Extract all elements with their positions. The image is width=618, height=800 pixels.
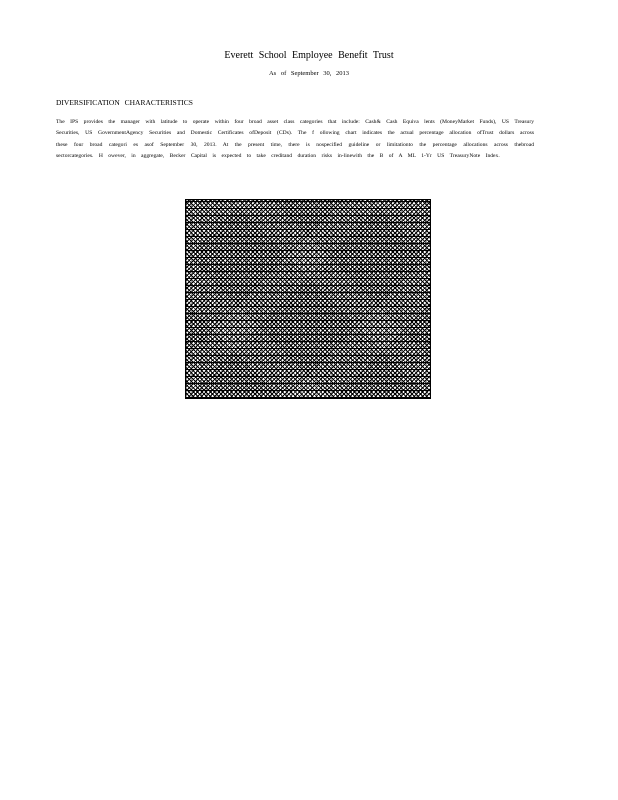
body-paragraph: The IPS provides the manager with latitude to operate within four broad asset class categories that include: Cash& Cash Equiva lents (MoneyMarket Funds), US Treasury Securities, US GovernmentAgency Securities and Domestic Certificates ofDeposit (CDs). The f ollowing chart indicates the actual percentage allocation ofTrust dollars across these four broad categori es asof September 30, 2013. At the present time, there is nospecified guideline or limitationto the percentage allocations across thebroad sectorcategories. H owever, in aggregate, Becker Capital is expected to take creditand duration risks in-linewith the B of A ML 1-Yr US TreasuryNote Index.: [56, 119, 534, 159]
section-heading: DIVERSIFICATION CHARACTERISTICS: [56, 98, 193, 107]
document-title: Everett School Employee Benefit Trust: [224, 50, 394, 61]
allocation-chart-image: [185, 199, 431, 399]
document-date: As of September 30, 2013: [268, 70, 350, 77]
